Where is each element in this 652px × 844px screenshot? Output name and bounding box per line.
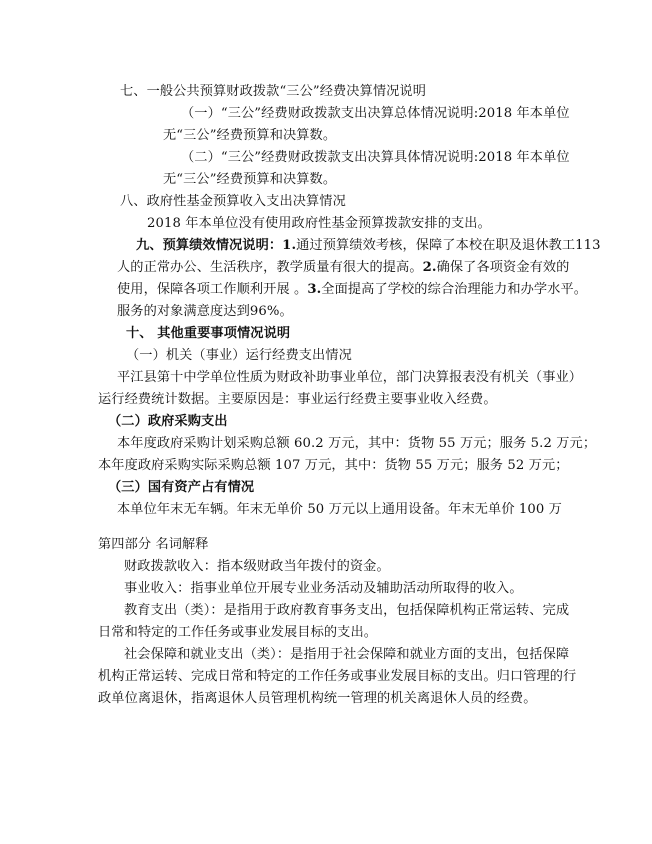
section8-text: 2018 年本单位没有使用政府性基金预算拨款安排的支出。 — [147, 216, 491, 231]
section10-sub1-line1: 平江县第十中学单位性质为财政补助事业单位，部门决算报表没有机关（事业） — [117, 370, 583, 385]
section10-sub1-line2: 运行经费统计数据。主要原因是：事业运行经费主要事业收入经费。 — [98, 392, 497, 407]
part4-term4-line3: 政单位离退休，指离退休人员管理机构统一管理的机关离退休人员的经费。 — [98, 691, 537, 706]
item-number: 3. — [307, 282, 322, 297]
section10-sub2-line2: 本年度政府采购实际采购总额 107 万元，其中：货物 55 万元；服务 52 万元； — [98, 458, 569, 473]
section7-item1-line2: 无“三公”经费预算和决算数。 — [163, 128, 337, 143]
section9-text: 通过预算绩效考核，保障了本校在职及退休教工113 — [296, 238, 601, 253]
section9-text: 人的正常办公、生活秩序，教学质量有很大的提高。 — [117, 260, 423, 275]
section9-text: 使用，保障各项工作顺利开展 。 — [117, 282, 308, 297]
part4-heading: 第四部分 名词解释 — [98, 537, 209, 552]
part4-term3-line2: 日常和特定的工作任务或事业发展目标的支出。 — [98, 625, 378, 640]
section10-heading: 十、 其他重要事项情况说明 — [126, 326, 291, 341]
section7-item1-line1: （一）“三公”经费财政拨款支出决算总体情况说明:2018 年本单位 — [181, 106, 570, 121]
section9-line3 — [117, 281, 587, 299]
item-number: 2. — [422, 260, 437, 275]
part4-term4-line1: 社会保障和就业支出（类）：是指用于社会保障和就业方面的支出，包括保障 — [124, 647, 570, 662]
section10-sub2-line1: 本年度政府采购计划采购总额 60.2 万元，其中：货物 55 万元；服务 5.2 万元； — [117, 436, 597, 451]
part4-term3-line1: 教育支出（类）：是指用于政府教育事务支出，包括保障机构正常运转、完成 — [124, 603, 570, 618]
section9-text: 确保了各项资金有效的 — [436, 260, 570, 275]
section7-item2-line2: 无“三公”经费预算和决算数。 — [163, 172, 337, 187]
section9-heading: 九、预算绩效情况说明： — [136, 238, 283, 253]
section9-line1 — [136, 237, 601, 255]
section7-item2-line1: （二）“三公”经费财政拨款支出决算具体情况说明:2018 年本单位 — [181, 150, 570, 165]
part4-term4-line2: 机构正常运转、完成日常和特定的工作任务或事业发展目标的支出。归口管理的行 — [98, 669, 577, 684]
item-number: 1. — [282, 238, 297, 253]
part4-term1: 财政拨款收入：指本级财政当年拨付的资金。 — [124, 559, 390, 574]
section10-sub1-heading: （一）机关（事业）运行经费支出情况 — [126, 348, 352, 363]
section10-sub3-heading: （三）国有资产占有情况 — [108, 480, 255, 495]
section10-sub3-line1: 本单位年末无车辆。年末无单价 50 万元以上通用设备。年末无单价 100 万 — [117, 502, 562, 517]
section7-heading: 七、一般公共预算财政拨款“三公”经费决算情况说明 — [120, 84, 427, 99]
section10-sub2-heading: （二）政府采购支出 — [108, 414, 228, 429]
section8-heading: 八、政府性基金预算收入支出决算情况 — [120, 194, 346, 209]
section9-text: 全面提高了学校的综合治理能力和办学水平。 — [321, 282, 588, 297]
part4-term2: 事业收入：指事业单位开展专业业务活动及辅助活动所取得的收入。 — [124, 581, 523, 596]
section9-line2 — [117, 259, 569, 277]
section9-line4: 服务的对象满意度达到96%。 — [117, 304, 293, 319]
